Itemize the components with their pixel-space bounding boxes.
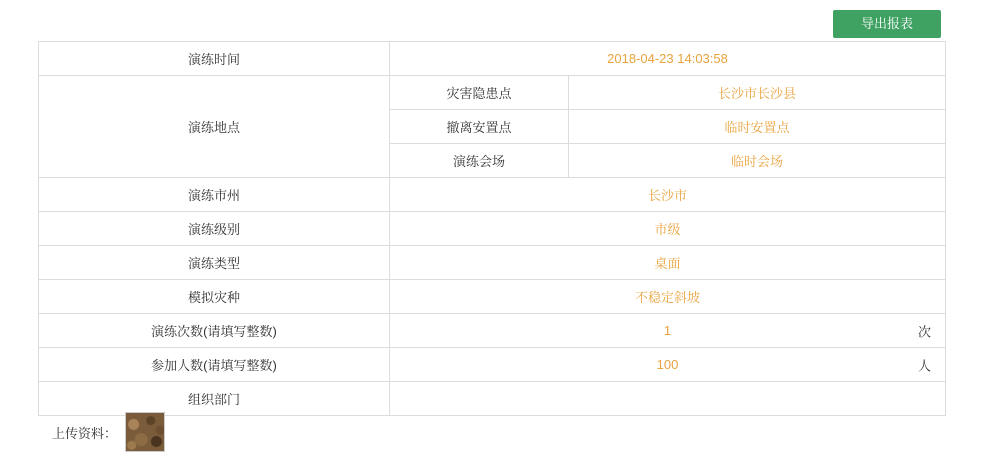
- row-label-drill-count: 演练次数(请填写整数): [39, 314, 390, 348]
- row-label-participants: 参加人数(请填写整数): [39, 348, 390, 382]
- row-value-drill-count: [390, 314, 946, 348]
- sublabel-evacuation-point: 撤离安置点: [390, 110, 569, 144]
- value-evacuation-point: 临时安置点: [569, 110, 946, 144]
- drill-record-table: [38, 41, 946, 416]
- drill-time-value: 2018-04-23 14:03:58: [607, 51, 728, 66]
- row-value-drill-time: [390, 42, 946, 76]
- row-value-city: [390, 178, 946, 212]
- disaster-type-value: 不稳定斜坡: [634, 290, 700, 305]
- table-row: [39, 212, 946, 246]
- value-hazard-point: 长沙市长沙县: [569, 76, 946, 110]
- row-label-level: 演练级别: [39, 212, 390, 246]
- city-value: 长沙市: [647, 188, 687, 203]
- drill-location-subtable: [390, 76, 945, 177]
- table-row: [39, 348, 946, 382]
- table-row: [39, 42, 946, 76]
- row-label-drill-time: 演练时间: [39, 42, 390, 76]
- upload-section: [52, 412, 165, 452]
- row-value-disaster-type: [390, 280, 946, 314]
- row-label-city: 演练市州: [39, 178, 390, 212]
- row-label-organizer: 组织部门: [39, 382, 390, 416]
- drill-location-subtable-cell: [390, 76, 946, 178]
- level-value: 市级: [654, 222, 681, 237]
- table-row: [39, 280, 946, 314]
- upload-label: 上传资料：: [52, 425, 118, 441]
- drill-count-unit: 次: [917, 324, 931, 339]
- row-label-drill-location: 演练地点: [39, 76, 390, 178]
- drill-count-value: 1: [663, 323, 672, 338]
- row-label-type: 演练类型: [39, 246, 390, 280]
- table-row: [39, 314, 946, 348]
- table-row: [39, 178, 946, 212]
- table-row: [390, 110, 945, 144]
- export-report-button[interactable]: 导出报表: [833, 10, 941, 38]
- value-drill-venue: 临时会场: [569, 144, 946, 178]
- table-row: [39, 76, 946, 178]
- table-row: [390, 76, 945, 110]
- sublabel-hazard-point: 灾害隐患点: [390, 76, 569, 110]
- toolbar: [0, 10, 984, 38]
- participants-value: 100: [656, 357, 679, 372]
- row-value-participants: [390, 348, 946, 382]
- uploaded-image-thumbnail[interactable]: [125, 412, 165, 452]
- row-label-disaster-type: 模拟灾种: [39, 280, 390, 314]
- table-row: [39, 246, 946, 280]
- row-value-organizer: [390, 382, 946, 416]
- table-row: [390, 144, 945, 178]
- type-value: 桌面: [654, 256, 681, 271]
- table-row: [39, 382, 946, 416]
- sublabel-drill-venue: 演练会场: [390, 144, 569, 178]
- participants-unit: 人: [917, 358, 931, 373]
- row-value-type: [390, 246, 946, 280]
- row-value-level: [390, 212, 946, 246]
